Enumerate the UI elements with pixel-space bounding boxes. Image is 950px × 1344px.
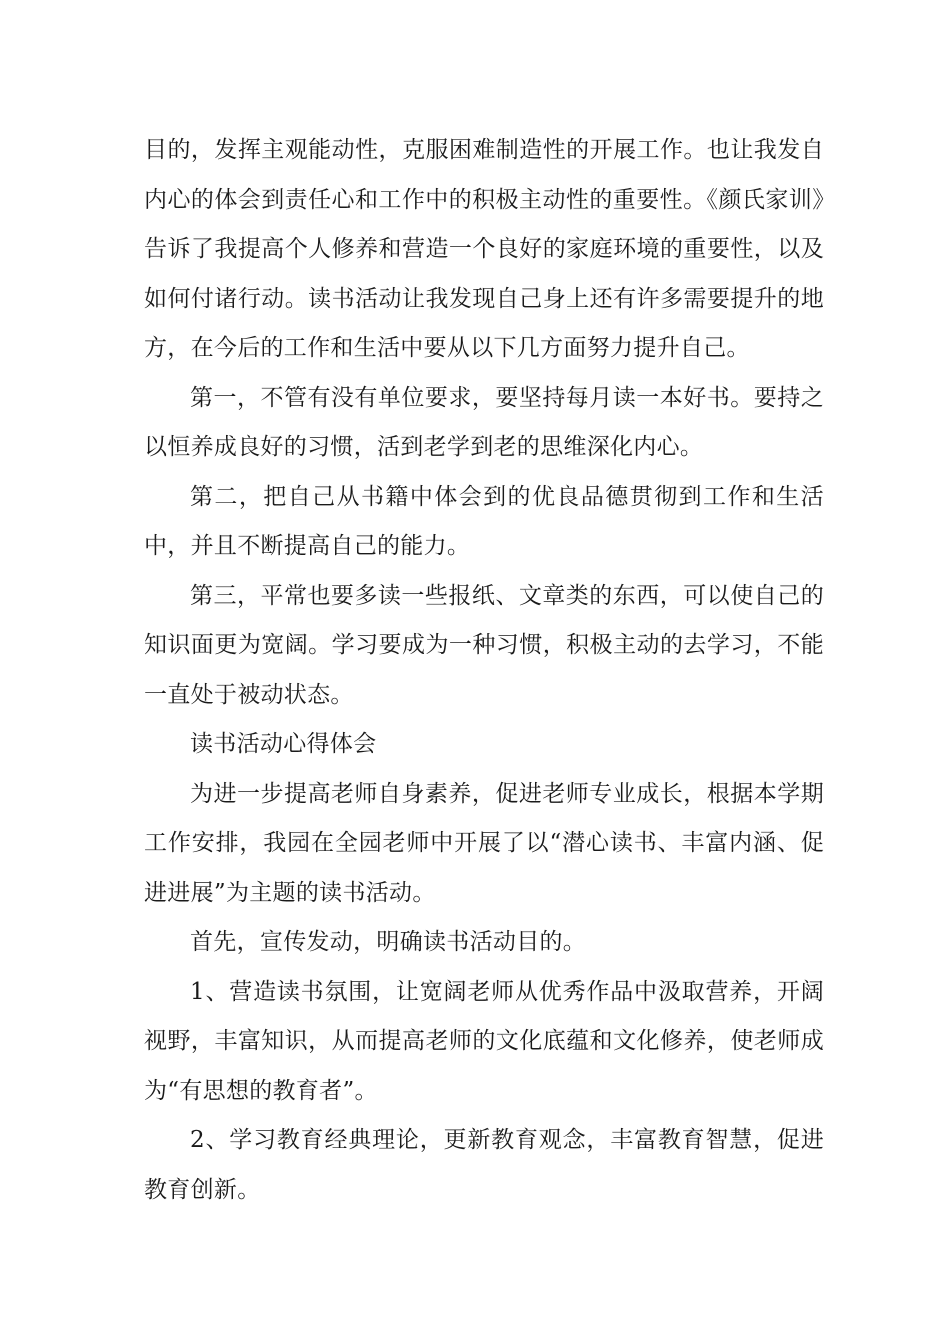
paragraph-continued: 目的，发挥主观能动性，克服困难制造性的开展工作。也让我发自内心的体会到责任心和工作中的积极主动性的重要性。《颜氏家训》告诉了我提高个人修养和营造一个良好的家庭环境的重要性，以及如何付诸行动。读书活动让我发现自己身上还有许多需要提升的地方，在今后的工作和生活中要从以下几方面努力提升自己。: [144, 137, 824, 361]
paragraph-item-one: 1、营造读书氛围，让宽阔老师从优秀作品中汲取营养，开阔视野，丰富知识，从而提高老师的文化底蕴和文化修养，使老师成为“有思想的教育者”。: [144, 978, 824, 1104]
document-body: [144, 126, 824, 1215]
paragraph-point-two: 第二，把自己从书籍中体会到的优良品德贯彻到工作和生活中，并且不断提高自己的能力。: [144, 483, 824, 559]
section-heading: 读书活动心得体会: [190, 731, 377, 757]
paragraph-point-three: 第三，平常也要多读一些报纸、文章类的东西，可以使自己的知识面更为宽阔。学习要成为一种习惯，积极主动的去学习，不能一直处于被动状态。: [144, 582, 824, 708]
paragraph-first-step: 首先，宣传发动，明确读书活动目的。: [190, 929, 587, 955]
paragraph-intro: 为进一步提高老师自身素养，促进老师专业成长，根据本学期工作安排，我园在全园老师中开展了以“潜心读书、丰富内涵、促进进展”为主题的读书活动。: [144, 780, 824, 906]
paragraph-item-two: 2、学习教育经典理论，更新教育观念，丰富教育智慧，促进教育创新。: [144, 1127, 824, 1203]
paragraph-point-one: 第一，不管有没有单位要求，要坚持每月读一本好书。要持之以恒养成良好的习惯，活到老学到老的思维深化内心。: [144, 384, 824, 460]
